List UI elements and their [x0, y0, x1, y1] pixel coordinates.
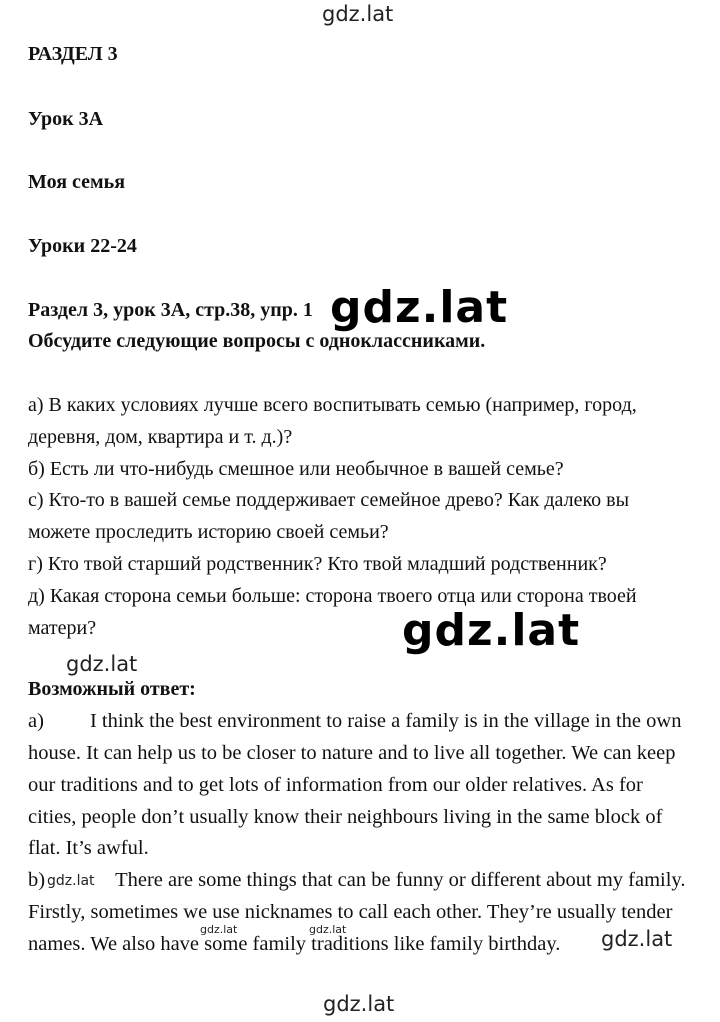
- watermark-top: gdz.lat: [322, 2, 394, 26]
- answer-line: our traditions and to get lots of information from our older relatives. As for: [28, 774, 643, 796]
- lessons-range-heading: Уроки 22-24: [28, 235, 137, 257]
- question-line: б) Есть ли что-нибудь смешное или необычное в вашей семье?: [28, 458, 564, 480]
- answer-line: flat. It’s awful.: [28, 837, 149, 859]
- question-line: матери?: [28, 617, 97, 639]
- watermark-right: gdz.lat: [601, 927, 673, 951]
- watermark-tiny-1: gdz.lat: [200, 923, 238, 936]
- watermark-inline-b: gdz.lat: [47, 873, 95, 889]
- question-line: можете проследить историю своей семьи?: [28, 521, 389, 543]
- answer-line: names. We also have some family traditions like family birthday.: [28, 933, 561, 955]
- watermark-tiny-2: gdz.lat: [309, 923, 347, 936]
- answer-line: cities, people don’t usually know their neighbours living in the same block of: [28, 806, 663, 828]
- answer-line: house. It can help us to be closer to nature and to live all together. We can keep: [28, 742, 676, 764]
- watermark-left: gdz.lat: [66, 652, 138, 676]
- question-line: а) В каких условиях лучше всего воспитывать семью (например, город,: [28, 394, 637, 416]
- watermark-large-1: gdz.lat: [330, 282, 509, 333]
- topic-heading: Моя семья: [28, 171, 126, 193]
- answer-a-first-line: [28, 705, 681, 738]
- question-line: г) Кто твой старший родственник? Кто твой младший родственник?: [28, 553, 607, 575]
- lesson-heading: Урок 3А: [28, 108, 104, 130]
- answer-b-text: There are some things that can be funny or different about my family.: [115, 869, 686, 891]
- answer-a-marker: a): [28, 710, 44, 732]
- section-heading: РАЗДЕЛ 3: [28, 43, 118, 65]
- watermark-large-2: gdz.lat: [402, 605, 581, 656]
- answer-b-marker: b): [28, 869, 46, 891]
- answer-b-first-line: [28, 864, 685, 897]
- exercise-instruction: Обсудите следующие вопросы с одноклассниками.: [28, 330, 486, 352]
- answer-a-text: I think the best environment to raise a family is in the village in the own: [89, 710, 682, 732]
- question-line: деревня, дом, квартира и т. д.)?: [28, 426, 293, 448]
- exercise-reference: Раздел 3, урок 3А, стр.38, упр. 1: [28, 299, 313, 321]
- question-line: д) Какая сторона семьи больше: сторона твоего отца или сторона твоей: [28, 585, 637, 607]
- answer-line: Firstly, sometimes we use nicknames to call each other. They’re usually tender: [28, 901, 673, 923]
- watermark-bottom: gdz.lat: [323, 992, 395, 1016]
- question-line: с) Кто-то в вашей семье поддерживает семейное древо? Как далеко вы: [28, 489, 630, 511]
- answer-heading: Возможный ответ:: [28, 678, 196, 700]
